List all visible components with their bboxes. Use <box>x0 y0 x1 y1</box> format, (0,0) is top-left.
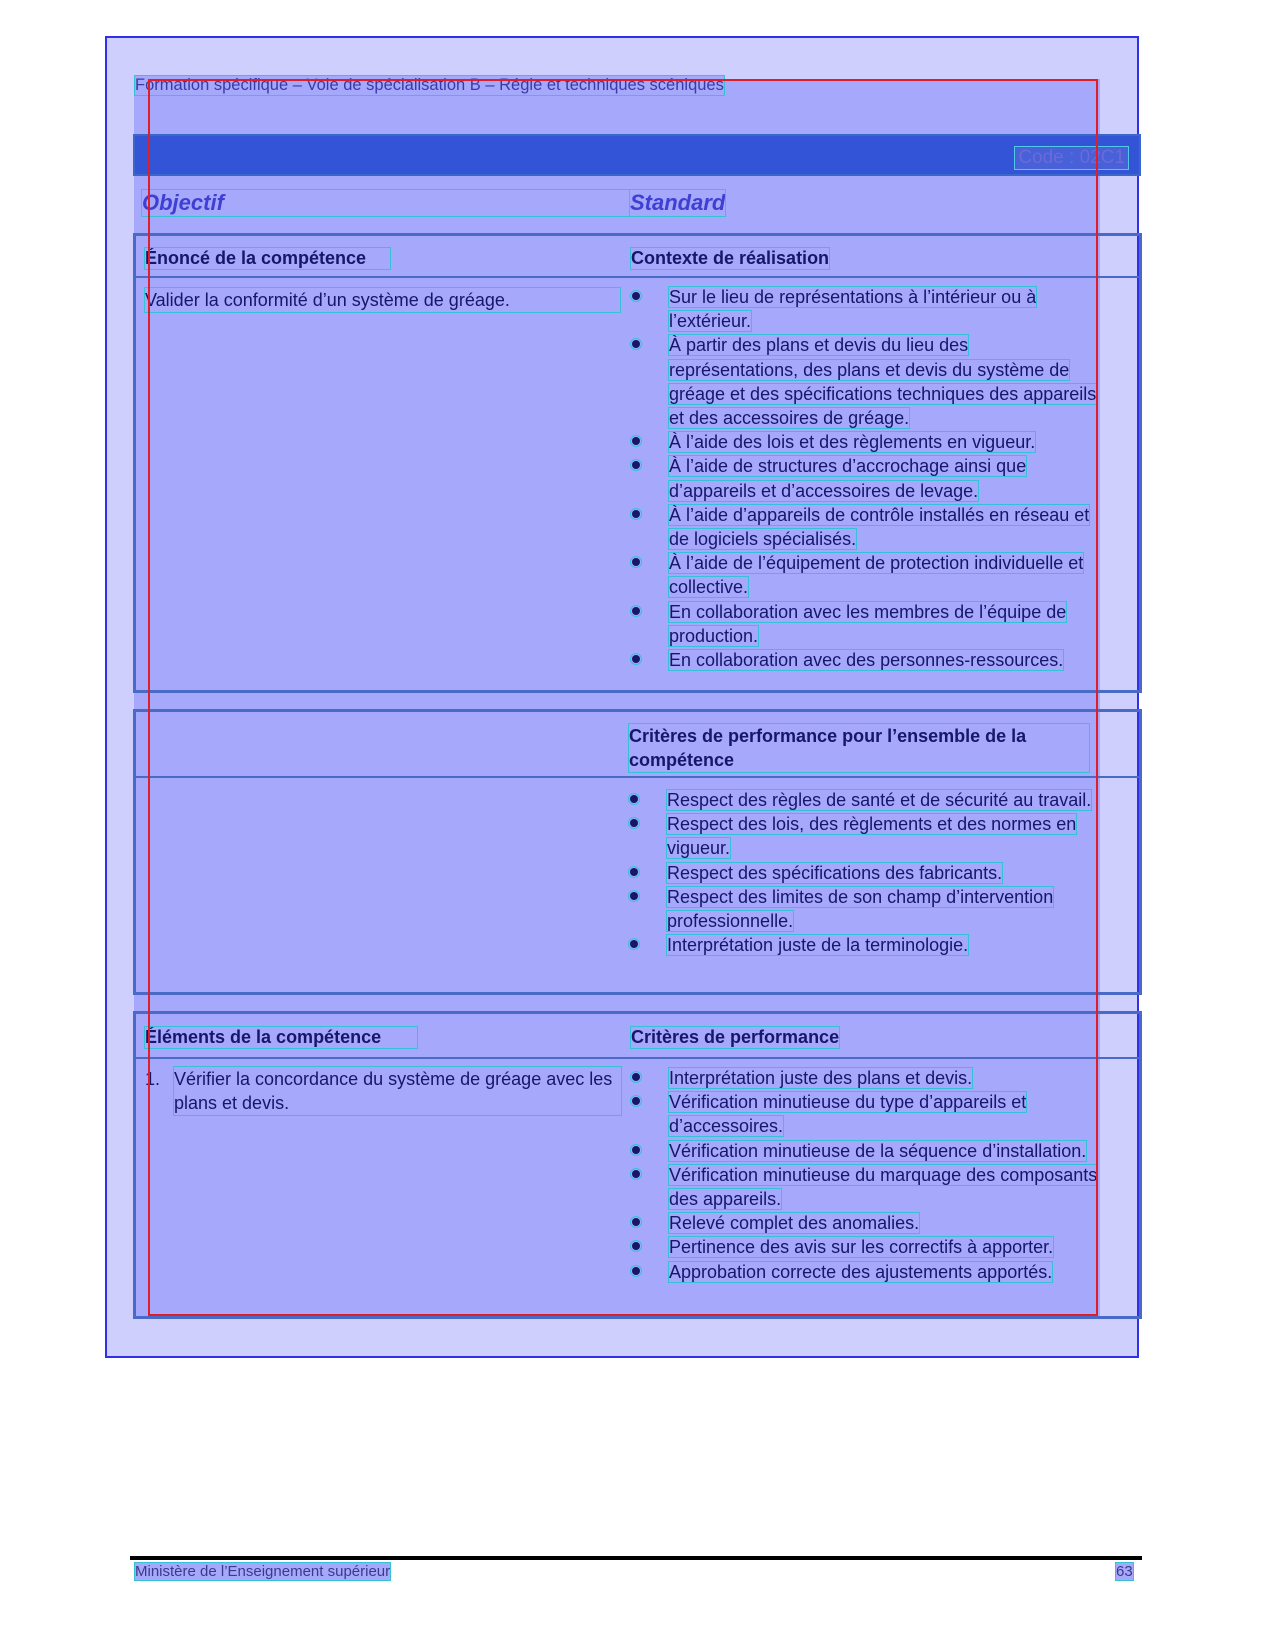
criteria-item: Respect des spécifications des fabricants. <box>630 861 1100 885</box>
document-header: Formation spécifique – Voie de spécialisation B – Régie et techniques scéniques <box>135 76 724 94</box>
context-list <box>632 285 1100 672</box>
bullet-icon <box>630 892 638 900</box>
bullet-icon <box>630 819 638 827</box>
overall-criteria-title: Critères de performance pour l’ensemble de la compétence <box>629 724 1089 772</box>
bullet-icon <box>632 655 640 663</box>
bullet-icon <box>632 1170 640 1178</box>
column-standard: Standard <box>630 190 726 215</box>
bullet-icon <box>632 558 640 566</box>
criteria-item: Vérification minutieuse du type d’appareils et d’accessoires. <box>632 1090 1100 1138</box>
criteria-item: Respect des lois, des règlements et des normes en vigueur. <box>630 812 1100 860</box>
element-text: Vérifier la concordance du système de gréage avec les plans et devis. <box>174 1067 621 1115</box>
overall-criteria-list <box>630 788 1100 957</box>
column-objectif: Objectif <box>142 190 630 216</box>
bullet-icon <box>632 1218 640 1226</box>
bullet-icon <box>630 795 638 803</box>
criteria-item: Respect des limites de son champ d’intervention professionnelle. <box>630 885 1100 933</box>
criteria-item: Interprétation juste de la terminologie. <box>630 933 1100 957</box>
section-divider <box>136 776 1139 778</box>
criteria-item: Interprétation juste des plans et devis. <box>632 1066 1100 1090</box>
footer-ministry: Ministère de l’Enseignement supérieur <box>135 1563 391 1580</box>
bullet-icon <box>632 292 640 300</box>
enonce-title: Énoncé de la compétence <box>145 248 390 269</box>
criteria-item: Relevé complet des anomalies. <box>632 1211 1100 1235</box>
bullet-icon <box>632 607 640 615</box>
context-item: À partir des plans et devis du lieu des représentations, des plans et devis du système de gréage et des spécifications techniques des appareils et des accessoires de gréage. <box>632 333 1100 430</box>
bullet-icon <box>632 437 640 445</box>
element-criteria-list <box>632 1066 1100 1284</box>
code-label: Code : 02C1 <box>1014 146 1129 170</box>
context-item: À l’aide des lois et des règlements en vigueur. <box>632 430 1100 454</box>
overall-criteria-section <box>133 709 1142 995</box>
criteria-item: Vérification minutieuse de la séquence d’installation. <box>632 1139 1100 1163</box>
bullet-icon <box>632 1146 640 1154</box>
context-item: À l’aide de l’équipement de protection individuelle et collective. <box>632 551 1100 599</box>
context-item: À l’aide d’appareils de contrôle installés en réseau et de logiciels spécialisés. <box>632 503 1100 551</box>
elements-section <box>133 1011 1142 1319</box>
competence-statement: Valider la conformité d’un système de gréage. <box>145 288 620 312</box>
section-divider <box>136 1057 1139 1059</box>
bullet-icon <box>630 868 638 876</box>
context-item: À l’aide de structures d’accrochage ainsi que d’appareils et d’accessoires de levage. <box>632 454 1100 502</box>
bullet-icon <box>632 510 640 518</box>
footer-rule <box>130 1556 1142 1560</box>
criteria-item: Vérification minutieuse du marquage des composants des appareils. <box>632 1163 1100 1211</box>
element-number: 1. <box>145 1069 161 1089</box>
context-item: Sur le lieu de représentations à l’intérieur ou à l’extérieur. <box>632 285 1100 333</box>
bullet-icon <box>630 940 638 948</box>
page-number: 63 <box>1116 1563 1133 1580</box>
bullet-icon <box>632 1097 640 1105</box>
bullet-icon <box>632 1073 640 1081</box>
bullet-icon <box>632 340 640 348</box>
criteria-title: Critères de performance <box>631 1027 840 1047</box>
elements-title: Éléments de la compétence <box>145 1027 417 1048</box>
context-item: En collaboration avec des personnes-ressources. <box>632 648 1100 672</box>
criteria-item: Respect des règles de santé et de sécurité au travail. <box>630 788 1100 812</box>
section-divider <box>136 276 1139 278</box>
criteria-item: Approbation correcte des ajustements apportés. <box>632 1260 1100 1284</box>
contexte-title: Contexte de réalisation <box>631 248 830 268</box>
competence-section <box>133 233 1142 693</box>
criteria-item: Pertinence des avis sur les correctifs à apporter. <box>632 1235 1100 1259</box>
bullet-icon <box>632 1267 640 1275</box>
context-item: En collaboration avec les membres de l’équipe de production. <box>632 600 1100 648</box>
bullet-icon <box>632 1242 640 1250</box>
code-bar <box>133 134 1141 176</box>
bullet-icon <box>632 461 640 469</box>
